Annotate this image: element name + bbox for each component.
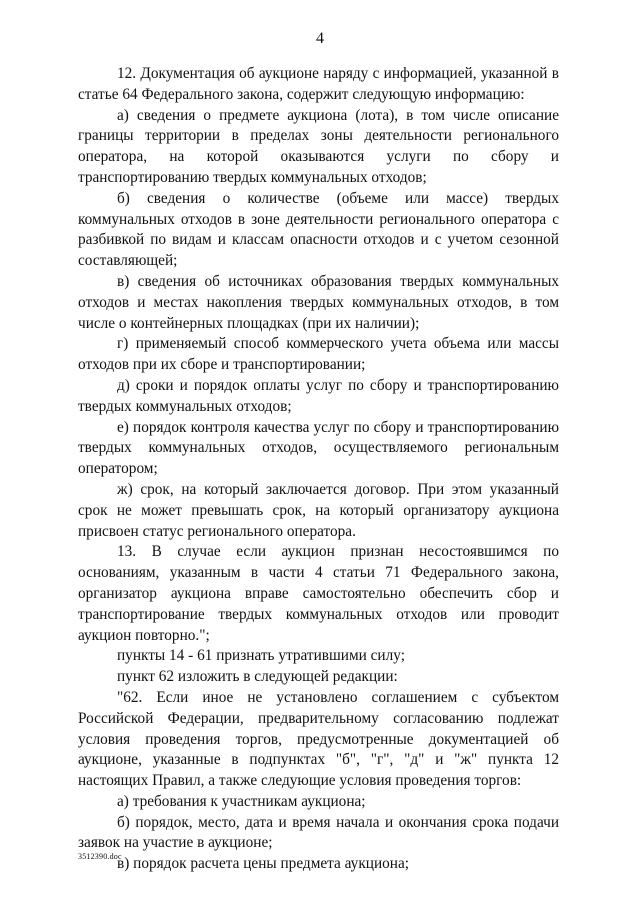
paragraph-13: 13. В случае если аукцион признан несостоявшимся по основаниям, указанным в части 4 статьи 71 Федерального закона, организатор аукциона вправе самостоятельно обеспечить сбор и транспортирование твердых коммунальных отходов или проводит аукцион повторно."; (78, 543, 559, 644)
footer-filename: 3512390.doc (78, 852, 122, 861)
paragraph-12: 12. Документация об аукционе наряду с информацией, указанной в статье 64 Федерального закона, содержит следующую информацию: (78, 65, 559, 103)
paragraph-12-g: г) применяемый способ коммерческого учета объема или массы отходов при их сборе и транспортировании; (78, 335, 559, 374)
paragraph-62-b: б) порядок, место, дата и время начала и окончания срока подачи заявок на участие в аукционе; (78, 813, 559, 852)
paragraph-12-zh: ж) срок, на который заключается договор. При этом указанный срок не может превышать срок, на который организатору аукциона присвоен статус регионального оператора. (78, 480, 559, 540)
paragraph-12-d: д) сроки и порядок оплаты услуг по сбору и транспортированию твердых коммунальных отходов; (78, 376, 559, 415)
paragraph-12-v: в) сведения об источниках образования твердых коммунальных отходов и местах накопления твердых коммунальных отходов, в том числе о контейнерных площадках (при их наличии); (78, 272, 559, 332)
paragraph-12-e: е) порядок контроля качества услуг по сбору и транспортированию твердых коммунальных отходов, осуществляемого региональным оператором; (78, 418, 559, 478)
document-body (78, 64, 559, 875)
paragraph-point-62-intro: пункт 62 изложить в следующей редакции: (117, 668, 398, 686)
paragraph-12-a: а) сведения о предмете аукциона (лота), в том числе описание границы территории в пределах зоны деятельности регионального оператора, на которой оказываются услуги по сбору и транспортированию твердых коммунальных отходов; (78, 106, 559, 186)
paragraph-62-a: а) требования к участникам аукциона; (117, 792, 366, 810)
paragraph-62: "62. Если иное не установлено соглашением с субъектом Российской Федерации, предварительному согласованию подлежат условия проведения торгов, предусмотренные документацией об аукционе, указанные в подпунктах "б", "г", "д" и "ж" пункта 12 настоящих Правил, а также следующие условия проведения торгов: (78, 688, 559, 790)
paragraph-12-b: б) сведения о количестве (объеме или массе) твердых коммунальных отходов в зоне деятельности регионального оператора с разбивкой по видам и классам опасности отходов и с учетом сезонной составляющей; (78, 189, 559, 270)
paragraph-points-14-61: пункты 14 - 61 признать утратившими силу; (117, 647, 405, 665)
page-number: 4 (316, 30, 324, 47)
paragraph-62-v: в) порядок расчета цены предмета аукциона; (117, 855, 409, 873)
